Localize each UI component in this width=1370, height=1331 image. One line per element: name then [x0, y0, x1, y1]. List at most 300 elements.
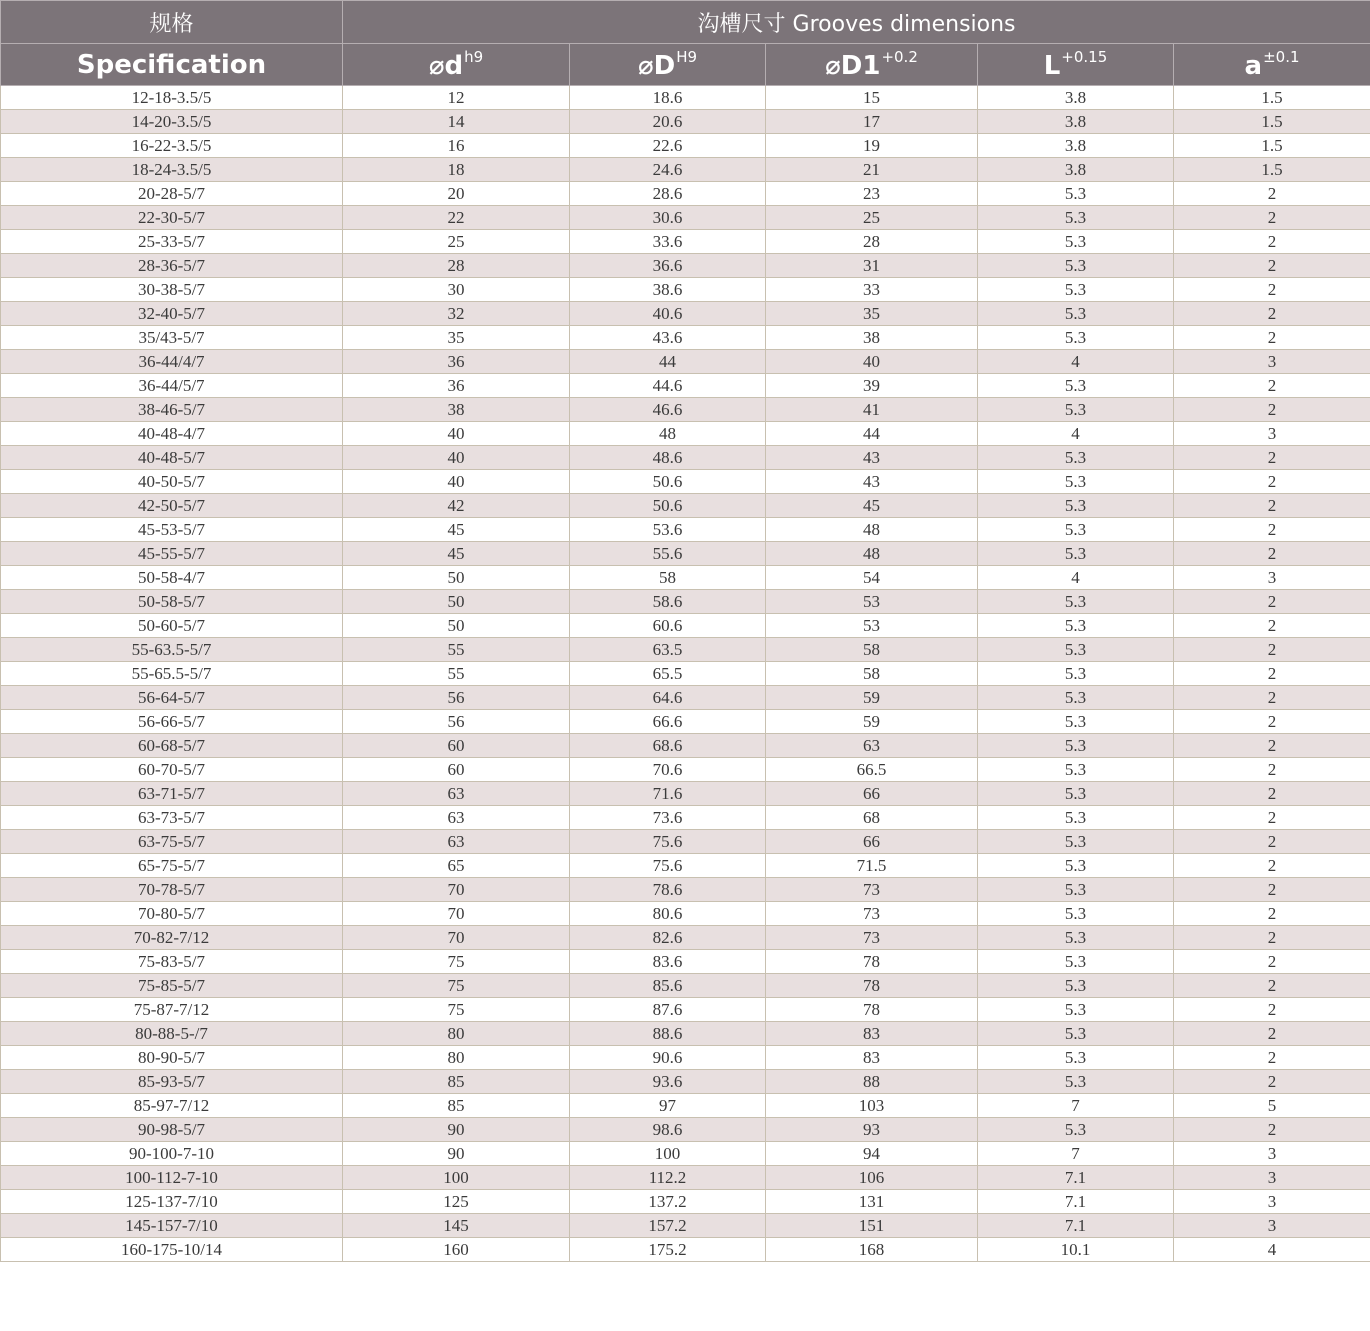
cell-d: 85 — [343, 1070, 570, 1094]
cell-a: 2 — [1174, 998, 1370, 1022]
table-row — [1, 398, 1370, 422]
cell-specification: 75-83-5/7 — [1, 950, 343, 974]
cell-D1: 83 — [766, 1022, 978, 1046]
cell-d: 40 — [343, 446, 570, 470]
table-row — [1, 302, 1370, 326]
table-row — [1, 566, 1370, 590]
cell-specification: 63-73-5/7 — [1, 806, 343, 830]
cell-D: 157.2 — [570, 1214, 766, 1238]
cell-a: 5 — [1174, 1094, 1370, 1118]
table-row — [1, 734, 1370, 758]
cell-specification: 25-33-5/7 — [1, 230, 343, 254]
cell-D1: 48 — [766, 518, 978, 542]
cell-D1: 151 — [766, 1214, 978, 1238]
cell-specification: 36-44/4/7 — [1, 350, 343, 374]
table-row — [1, 830, 1370, 854]
cell-D1: 19 — [766, 134, 978, 158]
cell-D: 33.6 — [570, 230, 766, 254]
cell-D1: 43 — [766, 470, 978, 494]
cell-a: 2 — [1174, 806, 1370, 830]
cell-d: 56 — [343, 710, 570, 734]
cell-D: 66.6 — [570, 710, 766, 734]
cell-D: 90.6 — [570, 1046, 766, 1070]
cell-a: 2 — [1174, 326, 1370, 350]
cell-d: 50 — [343, 590, 570, 614]
col-header-D-tolerance: H9 — [676, 48, 698, 66]
col-header-D1-base: ⌀D1 — [825, 51, 881, 81]
cell-a: 2 — [1174, 206, 1370, 230]
cell-D: 97 — [570, 1094, 766, 1118]
table-row — [1, 254, 1370, 278]
table-row — [1, 1046, 1370, 1070]
cell-specification: 75-87-7/12 — [1, 998, 343, 1022]
cell-L: 3.8 — [978, 86, 1174, 110]
cell-d: 50 — [343, 614, 570, 638]
cell-specification: 12-18-3.5/5 — [1, 86, 343, 110]
cell-a: 3 — [1174, 566, 1370, 590]
cell-specification: 50-58-4/7 — [1, 566, 343, 590]
cell-a: 2 — [1174, 254, 1370, 278]
cell-D: 48 — [570, 422, 766, 446]
table-row — [1, 614, 1370, 638]
cell-a: 2 — [1174, 686, 1370, 710]
cell-D1: 63 — [766, 734, 978, 758]
table-row — [1, 638, 1370, 662]
cell-D: 82.6 — [570, 926, 766, 950]
cell-D1: 168 — [766, 1238, 978, 1262]
table-row — [1, 446, 1370, 470]
cell-D1: 53 — [766, 614, 978, 638]
table-row — [1, 1190, 1370, 1214]
table-row — [1, 182, 1370, 206]
cell-d: 18 — [343, 158, 570, 182]
cell-L: 5.3 — [978, 926, 1174, 950]
cell-specification: 55-63.5-5/7 — [1, 638, 343, 662]
cell-D1: 103 — [766, 1094, 978, 1118]
cell-D: 68.6 — [570, 734, 766, 758]
cell-L: 5.3 — [978, 518, 1174, 542]
cell-a: 2 — [1174, 614, 1370, 638]
col-header-a-base: a — [1244, 51, 1263, 81]
cell-a: 2 — [1174, 494, 1370, 518]
cell-specification: 56-64-5/7 — [1, 686, 343, 710]
cell-a: 1.5 — [1174, 158, 1370, 182]
cell-a: 2 — [1174, 398, 1370, 422]
cell-d: 38 — [343, 398, 570, 422]
cell-L: 5.3 — [978, 638, 1174, 662]
table-row — [1, 110, 1370, 134]
col-header-D-base: ⌀D — [637, 51, 676, 81]
cell-L: 5.3 — [978, 542, 1174, 566]
cell-D1: 73 — [766, 926, 978, 950]
cell-D: 100 — [570, 1142, 766, 1166]
cell-L: 5.3 — [978, 494, 1174, 518]
table-row — [1, 950, 1370, 974]
cell-specification: 125-137-7/10 — [1, 1190, 343, 1214]
cell-D: 64.6 — [570, 686, 766, 710]
cell-D: 88.6 — [570, 1022, 766, 1046]
table-row — [1, 854, 1370, 878]
cell-L: 7 — [978, 1142, 1174, 1166]
cell-D: 93.6 — [570, 1070, 766, 1094]
cell-D1: 33 — [766, 278, 978, 302]
table-header — [1, 1, 1370, 86]
cell-a: 2 — [1174, 590, 1370, 614]
cell-L: 10.1 — [978, 1238, 1174, 1262]
table-row — [1, 1142, 1370, 1166]
cell-d: 75 — [343, 950, 570, 974]
cell-D: 50.6 — [570, 494, 766, 518]
cell-d: 65 — [343, 854, 570, 878]
cell-specification: 35/43-5/7 — [1, 326, 343, 350]
cell-specification: 90-100-7-10 — [1, 1142, 343, 1166]
col-header-d — [343, 44, 570, 86]
cell-d: 36 — [343, 374, 570, 398]
cell-L: 5.3 — [978, 398, 1174, 422]
cell-D1: 94 — [766, 1142, 978, 1166]
cell-L: 5.3 — [978, 950, 1174, 974]
cell-D: 55.6 — [570, 542, 766, 566]
cell-a: 3 — [1174, 1190, 1370, 1214]
cell-D1: 131 — [766, 1190, 978, 1214]
table-row — [1, 974, 1370, 998]
cell-d: 55 — [343, 662, 570, 686]
cell-D1: 25 — [766, 206, 978, 230]
cell-a: 2 — [1174, 518, 1370, 542]
cell-specification: 70-78-5/7 — [1, 878, 343, 902]
cell-specification: 45-55-5/7 — [1, 542, 343, 566]
table-row — [1, 758, 1370, 782]
cell-L: 5.3 — [978, 710, 1174, 734]
cell-a: 2 — [1174, 902, 1370, 926]
cell-d: 63 — [343, 830, 570, 854]
cell-D1: 17 — [766, 110, 978, 134]
cell-D: 44.6 — [570, 374, 766, 398]
cell-a: 2 — [1174, 830, 1370, 854]
cell-D1: 83 — [766, 1046, 978, 1070]
cell-L: 5.3 — [978, 1022, 1174, 1046]
cell-D1: 68 — [766, 806, 978, 830]
cell-specification: 40-48-4/7 — [1, 422, 343, 446]
cell-d: 125 — [343, 1190, 570, 1214]
cell-L: 5.3 — [978, 782, 1174, 806]
table-row — [1, 134, 1370, 158]
cell-specification: 100-112-7-10 — [1, 1166, 343, 1190]
table-row — [1, 374, 1370, 398]
cell-L: 5.3 — [978, 878, 1174, 902]
cell-d: 70 — [343, 878, 570, 902]
cell-d: 63 — [343, 806, 570, 830]
cell-D: 83.6 — [570, 950, 766, 974]
cell-d: 16 — [343, 134, 570, 158]
cell-specification: 70-80-5/7 — [1, 902, 343, 926]
cell-D1: 54 — [766, 566, 978, 590]
cell-a: 2 — [1174, 182, 1370, 206]
cell-D: 80.6 — [570, 902, 766, 926]
table-row — [1, 158, 1370, 182]
cell-L: 7 — [978, 1094, 1174, 1118]
cell-specification: 85-93-5/7 — [1, 1070, 343, 1094]
cell-D1: 71.5 — [766, 854, 978, 878]
table-row — [1, 1238, 1370, 1262]
cell-D1: 40 — [766, 350, 978, 374]
cell-specification: 56-66-5/7 — [1, 710, 343, 734]
cell-d: 145 — [343, 1214, 570, 1238]
cell-specification: 50-60-5/7 — [1, 614, 343, 638]
header-row-top — [1, 1, 1370, 44]
cell-D1: 43 — [766, 446, 978, 470]
cell-D: 46.6 — [570, 398, 766, 422]
table-row — [1, 902, 1370, 926]
table-row — [1, 230, 1370, 254]
cell-specification: 20-28-5/7 — [1, 182, 343, 206]
cell-L: 5.3 — [978, 374, 1174, 398]
cell-a: 3 — [1174, 1166, 1370, 1190]
table-row — [1, 686, 1370, 710]
cell-a: 3 — [1174, 1142, 1370, 1166]
cell-specification: 28-36-5/7 — [1, 254, 343, 278]
col-header-L-base: L — [1043, 51, 1061, 81]
cell-specification: 32-40-5/7 — [1, 302, 343, 326]
cell-a: 4 — [1174, 1238, 1370, 1262]
cell-a: 2 — [1174, 1118, 1370, 1142]
table-row — [1, 494, 1370, 518]
cell-d: 30 — [343, 278, 570, 302]
cell-L: 5.3 — [978, 974, 1174, 998]
cell-a: 2 — [1174, 782, 1370, 806]
cell-specification: 16-22-3.5/5 — [1, 134, 343, 158]
cell-D: 112.2 — [570, 1166, 766, 1190]
cell-specification: 38-46-5/7 — [1, 398, 343, 422]
cell-D1: 21 — [766, 158, 978, 182]
cell-a: 2 — [1174, 662, 1370, 686]
cell-specification: 80-88-5-/7 — [1, 1022, 343, 1046]
cell-D1: 31 — [766, 254, 978, 278]
cell-L: 5.3 — [978, 590, 1174, 614]
cell-specification: 30-38-5/7 — [1, 278, 343, 302]
cell-a: 2 — [1174, 710, 1370, 734]
cell-a: 2 — [1174, 278, 1370, 302]
cell-d: 90 — [343, 1142, 570, 1166]
cell-d: 42 — [343, 494, 570, 518]
cell-d: 75 — [343, 998, 570, 1022]
cell-a: 2 — [1174, 230, 1370, 254]
cell-specification: 145-157-7/10 — [1, 1214, 343, 1238]
cell-L: 5.3 — [978, 686, 1174, 710]
cell-L: 5.3 — [978, 662, 1174, 686]
cell-D: 53.6 — [570, 518, 766, 542]
cell-D: 73.6 — [570, 806, 766, 830]
cell-specification: 65-75-5/7 — [1, 854, 343, 878]
table-row — [1, 590, 1370, 614]
cell-D1: 28 — [766, 230, 978, 254]
cell-L: 5.3 — [978, 1118, 1174, 1142]
cell-D: 78.6 — [570, 878, 766, 902]
cell-D1: 58 — [766, 662, 978, 686]
table-row — [1, 662, 1370, 686]
cell-d: 85 — [343, 1094, 570, 1118]
cell-L: 7.1 — [978, 1190, 1174, 1214]
table-row — [1, 806, 1370, 830]
table-row — [1, 326, 1370, 350]
cell-L: 3.8 — [978, 158, 1174, 182]
cell-d: 63 — [343, 782, 570, 806]
cell-L: 5.3 — [978, 614, 1174, 638]
cell-D: 44 — [570, 350, 766, 374]
cell-d: 70 — [343, 902, 570, 926]
table-row — [1, 710, 1370, 734]
cell-a: 2 — [1174, 446, 1370, 470]
cell-d: 32 — [343, 302, 570, 326]
cell-D: 36.6 — [570, 254, 766, 278]
cell-d: 50 — [343, 566, 570, 590]
cell-L: 5.3 — [978, 326, 1174, 350]
cell-d: 160 — [343, 1238, 570, 1262]
cell-L: 3.8 — [978, 110, 1174, 134]
cell-a: 2 — [1174, 638, 1370, 662]
cell-specification: 85-97-7/12 — [1, 1094, 343, 1118]
cell-a: 2 — [1174, 734, 1370, 758]
table-body — [1, 86, 1370, 1262]
cell-specification: 90-98-5/7 — [1, 1118, 343, 1142]
cell-a: 2 — [1174, 1070, 1370, 1094]
cell-D1: 44 — [766, 422, 978, 446]
cell-L: 5.3 — [978, 302, 1174, 326]
cell-L: 5.3 — [978, 758, 1174, 782]
cell-specification: 60-68-5/7 — [1, 734, 343, 758]
cell-D: 30.6 — [570, 206, 766, 230]
table-row — [1, 1166, 1370, 1190]
cell-a: 2 — [1174, 974, 1370, 998]
cell-L: 5.3 — [978, 206, 1174, 230]
col-header-d-tolerance: h9 — [464, 48, 484, 66]
cell-d: 75 — [343, 974, 570, 998]
table-row — [1, 1118, 1370, 1142]
cell-specification: 80-90-5/7 — [1, 1046, 343, 1070]
cell-D1: 58 — [766, 638, 978, 662]
cell-a: 3 — [1174, 350, 1370, 374]
cell-specification: 160-175-10/14 — [1, 1238, 343, 1262]
cell-a: 2 — [1174, 302, 1370, 326]
cell-D: 18.6 — [570, 86, 766, 110]
cell-specification: 45-53-5/7 — [1, 518, 343, 542]
table-row — [1, 878, 1370, 902]
cell-D1: 15 — [766, 86, 978, 110]
cell-d: 28 — [343, 254, 570, 278]
cell-L: 5.3 — [978, 1070, 1174, 1094]
cell-specification: 63-75-5/7 — [1, 830, 343, 854]
cell-D1: 66.5 — [766, 758, 978, 782]
cell-a: 2 — [1174, 1046, 1370, 1070]
cell-D: 65.5 — [570, 662, 766, 686]
cell-D: 63.5 — [570, 638, 766, 662]
cell-L: 7.1 — [978, 1214, 1174, 1238]
cell-D: 48.6 — [570, 446, 766, 470]
cell-d: 40 — [343, 470, 570, 494]
table-row — [1, 542, 1370, 566]
table-row — [1, 926, 1370, 950]
cell-d: 70 — [343, 926, 570, 950]
cell-specification: 55-65.5-5/7 — [1, 662, 343, 686]
cell-D: 85.6 — [570, 974, 766, 998]
cell-d: 14 — [343, 110, 570, 134]
cell-L: 4 — [978, 566, 1174, 590]
cell-D1: 45 — [766, 494, 978, 518]
cell-specification: 40-50-5/7 — [1, 470, 343, 494]
cell-D: 70.6 — [570, 758, 766, 782]
col-header-L — [978, 44, 1174, 86]
cell-L: 5.3 — [978, 806, 1174, 830]
cell-D: 38.6 — [570, 278, 766, 302]
cell-specification: 18-24-3.5/5 — [1, 158, 343, 182]
table-row — [1, 1094, 1370, 1118]
header-row-columns — [1, 44, 1370, 86]
cell-D1: 88 — [766, 1070, 978, 1094]
cell-L: 7.1 — [978, 1166, 1174, 1190]
cell-d: 20 — [343, 182, 570, 206]
cell-D1: 78 — [766, 974, 978, 998]
cell-specification: 75-85-5/7 — [1, 974, 343, 998]
cell-D1: 48 — [766, 542, 978, 566]
cell-D1: 59 — [766, 710, 978, 734]
cell-L: 5.3 — [978, 278, 1174, 302]
cell-d: 56 — [343, 686, 570, 710]
cell-D1: 38 — [766, 326, 978, 350]
cell-L: 4 — [978, 422, 1174, 446]
cell-D: 58.6 — [570, 590, 766, 614]
cell-L: 5.3 — [978, 254, 1174, 278]
table-row — [1, 422, 1370, 446]
cell-d: 25 — [343, 230, 570, 254]
table-row — [1, 1070, 1370, 1094]
cell-a: 1.5 — [1174, 134, 1370, 158]
cell-d: 12 — [343, 86, 570, 110]
cell-D: 87.6 — [570, 998, 766, 1022]
cell-L: 3.8 — [978, 134, 1174, 158]
cell-a: 2 — [1174, 854, 1370, 878]
col-header-D1 — [766, 44, 978, 86]
cell-d: 35 — [343, 326, 570, 350]
cell-d: 45 — [343, 518, 570, 542]
col-header-L-tolerance: +0.15 — [1061, 48, 1108, 66]
cell-D: 40.6 — [570, 302, 766, 326]
cell-D: 175.2 — [570, 1238, 766, 1262]
cell-specification: 70-82-7/12 — [1, 926, 343, 950]
table-row — [1, 1022, 1370, 1046]
table-row — [1, 350, 1370, 374]
cell-d: 90 — [343, 1118, 570, 1142]
cell-a: 2 — [1174, 878, 1370, 902]
cell-specification: 60-70-5/7 — [1, 758, 343, 782]
table-row — [1, 206, 1370, 230]
col-header-a — [1174, 44, 1370, 86]
cell-D1: 66 — [766, 782, 978, 806]
col-header-D1-tolerance: +0.2 — [881, 48, 918, 66]
cell-d: 36 — [343, 350, 570, 374]
cell-L: 4 — [978, 350, 1174, 374]
cell-a: 2 — [1174, 950, 1370, 974]
cell-L: 5.3 — [978, 854, 1174, 878]
cell-D1: 78 — [766, 998, 978, 1022]
grooves-header: 沟槽尺寸 Grooves dimensions — [343, 1, 1370, 44]
cell-d: 55 — [343, 638, 570, 662]
cell-D1: 106 — [766, 1166, 978, 1190]
cell-D1: 39 — [766, 374, 978, 398]
cell-D: 24.6 — [570, 158, 766, 182]
cell-D: 20.6 — [570, 110, 766, 134]
cell-d: 22 — [343, 206, 570, 230]
cell-d: 60 — [343, 734, 570, 758]
